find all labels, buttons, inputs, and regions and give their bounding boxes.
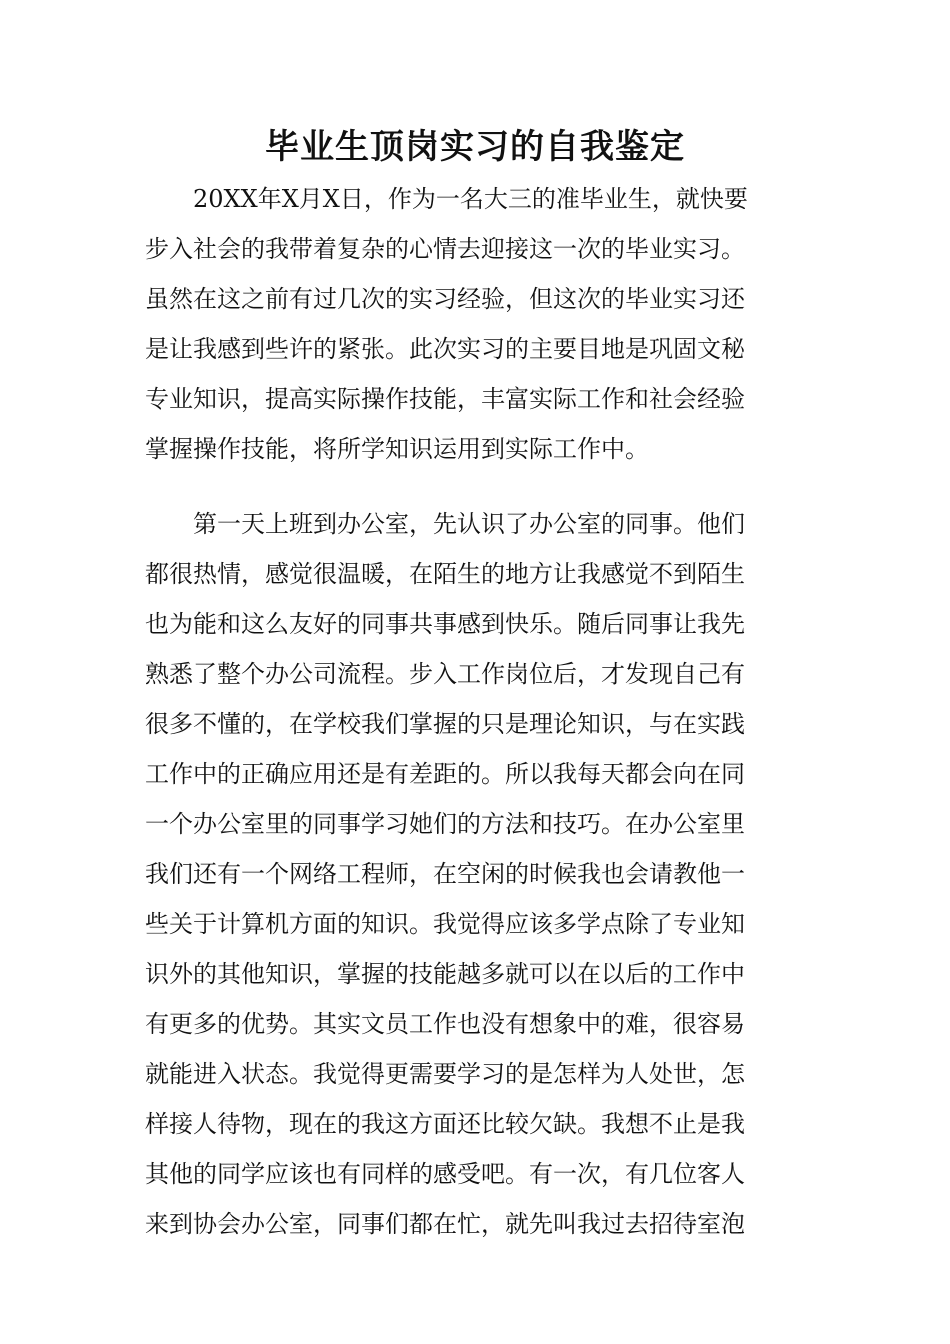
text-line: 样接人待物，现在的我这方面还比较欠缺。我想不止是我	[145, 1110, 745, 1138]
text-line: 20XX年X月X日，作为一名大三的准毕业生，就快要	[145, 185, 748, 213]
text-line: 第一天上班到办公室，先认识了办公室的同事。他们	[145, 510, 745, 538]
paragraph-2	[145, 499, 810, 1249]
text-line: 是让我感到些许的紧张。此次实习的主要目地是巩固文秘	[145, 335, 745, 363]
text-line: 工作中的正确应用还是有差距的。所以我每天都会向在同	[145, 760, 745, 788]
text-line: 虽然在这之前有过几次的实习经验，但这次的毕业实习还	[145, 285, 745, 313]
text-line: 都很热情，感觉很温暖，在陌生的地方让我感觉不到陌生	[145, 560, 745, 588]
text-line: 也为能和这么友好的同事共事感到快乐。随后同事让我先	[145, 610, 745, 638]
text-line: 掌握操作技能，将所学知识运用到实际工作中。	[145, 435, 649, 463]
text-line: 很多不懂的，在学校我们掌握的只是理论知识，与在实践	[145, 710, 745, 738]
text-line: 专业知识，提高实际操作技能，丰富实际工作和社会经验	[145, 385, 745, 413]
text-line: 步入社会的我带着复杂的心情去迎接这一次的毕业实习。	[145, 235, 745, 263]
paragraph-gap	[145, 474, 810, 499]
document-body	[145, 174, 810, 1249]
paragraph-1	[145, 174, 810, 474]
text-line: 些关于计算机方面的知识。我觉得应该多学点除了专业知	[145, 910, 745, 938]
text-line: 我们还有一个网络工程师，在空闲的时候我也会请教他一	[145, 860, 745, 888]
text-line: 熟悉了整个办公司流程。步入工作岗位后，才发现自己有	[145, 660, 745, 688]
document-title: 毕业生顶岗实习的自我鉴定	[265, 127, 685, 167]
text-line: 来到协会办公室，同事们都在忙，就先叫我过去招待室泡	[145, 1210, 745, 1238]
text-line: 一个办公室里的同事学习她们的方法和技巧。在办公室里	[145, 810, 745, 838]
text-line: 有更多的优势。其实文员工作也没有想象中的难，很容易	[145, 1010, 745, 1038]
text-line: 识外的其他知识，掌握的技能越多就可以在以后的工作中	[145, 960, 745, 988]
text-line: 其他的同学应该也有同样的感受吧。有一次，有几位客人	[145, 1160, 745, 1188]
text-line: 就能进入状态。我觉得更需要学习的是怎样为人处世，怎	[145, 1060, 745, 1088]
